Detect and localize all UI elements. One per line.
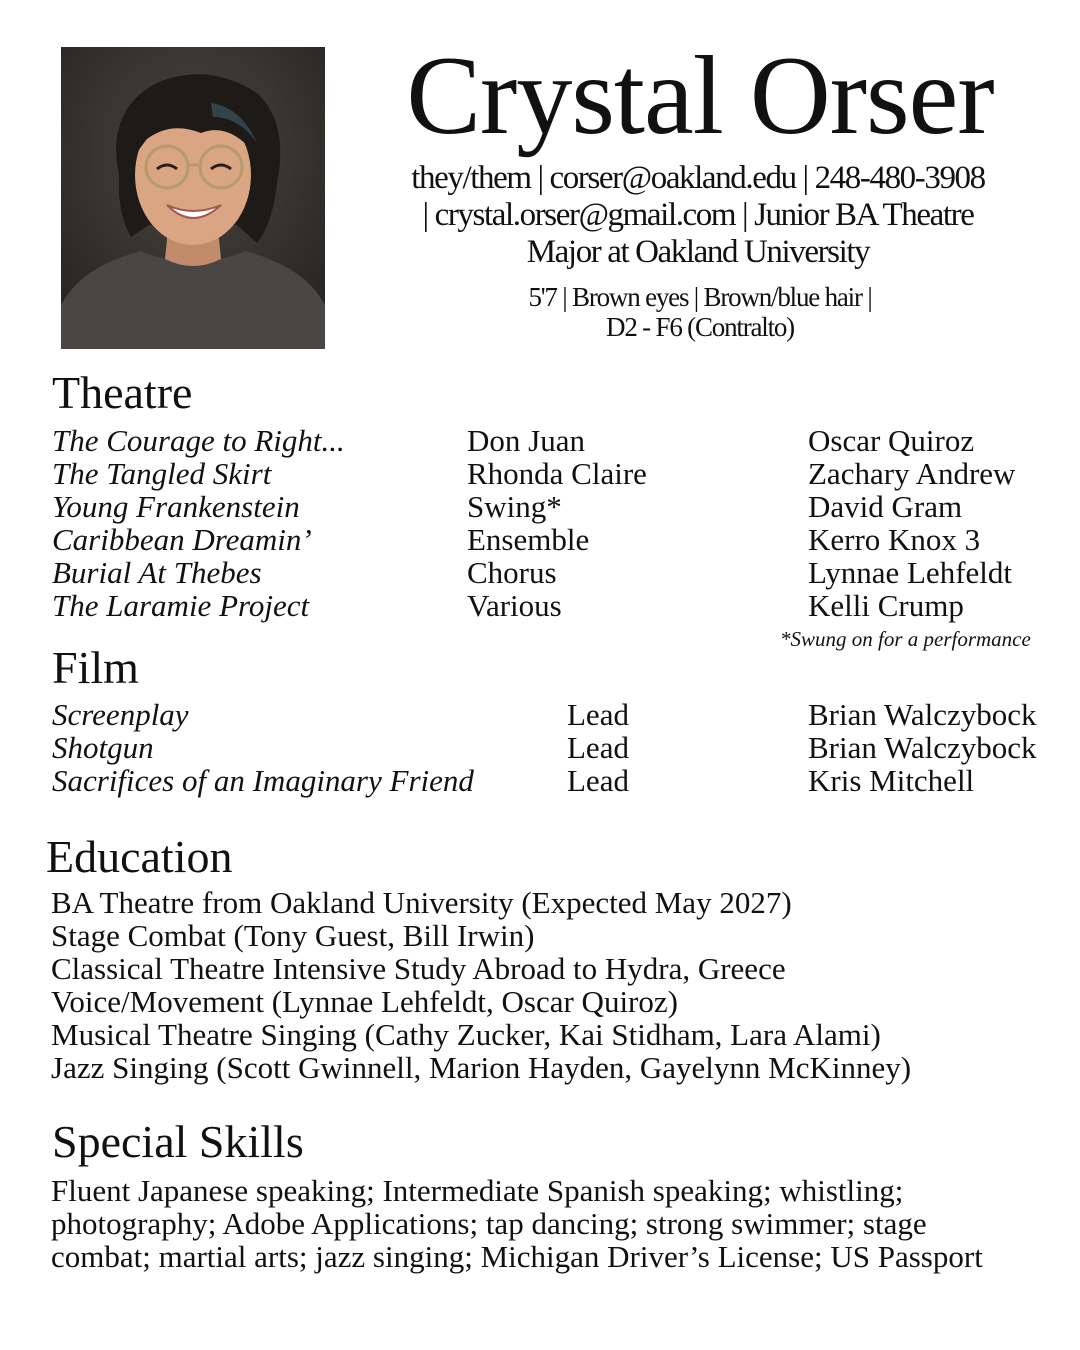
- credit-role: Rhonda Claire: [467, 456, 647, 491]
- education-item: BA Theatre from Oakland University (Expected May 2027): [51, 885, 792, 920]
- credit-role: Ensemble: [467, 522, 590, 557]
- credit-role: Don Juan: [467, 423, 585, 458]
- film-directors: [808, 698, 1037, 797]
- credit-director: Brian Walczybock: [808, 730, 1037, 765]
- swing-footnote: *Swung on for a performance: [780, 627, 1031, 651]
- credit-director: Kerro Knox 3: [808, 522, 981, 557]
- credit-director: Kelli Crump: [808, 588, 964, 623]
- film-roles: [567, 698, 629, 797]
- credit-title: Screenplay: [52, 697, 189, 732]
- skills-line: combat; martial arts; jazz singing; Michigan Driver’s License; US Passport: [51, 1239, 983, 1274]
- theatre-directors: [808, 424, 1015, 622]
- credit-title: Burial At Thebes: [52, 555, 262, 590]
- credit-director: David Gram: [808, 489, 963, 524]
- credit-role: Swing*: [467, 489, 562, 524]
- skills-text: [51, 1174, 1051, 1273]
- education-item: Stage Combat (Tony Guest, Bill Irwin): [51, 918, 535, 953]
- credit-director: Kris Mitchell: [808, 763, 975, 798]
- credit-title: The Tangled Skirt: [52, 456, 272, 491]
- film-heading: Film: [52, 642, 139, 693]
- credit-role: Lead: [567, 730, 629, 765]
- contact-line: Major at Oakland University: [526, 234, 870, 270]
- theatre-heading: Theatre: [52, 367, 193, 418]
- education-item: Classical Theatre Intensive Study Abroad to Hydra, Greece: [51, 951, 786, 986]
- theatre-roles: [467, 424, 647, 622]
- credit-director: Oscar Quiroz: [808, 423, 975, 458]
- contact-info: [370, 160, 1026, 271]
- credit-title: The Courage to Right...: [52, 423, 345, 458]
- stats-line: D2 - F6 (Contralto): [606, 312, 794, 342]
- credit-director: Lynnae Lehfeldt: [808, 555, 1012, 590]
- education-item: Musical Theatre Singing (Cathy Zucker, Kai Stidham, Lara Alami): [51, 1017, 881, 1052]
- credit-title: Caribbean Dreamin’: [52, 522, 312, 557]
- education-item: Jazz Singing (Scott Gwinnell, Marion Hayden, Gayelynn McKinney): [51, 1050, 912, 1085]
- theatre-titles: [52, 424, 345, 622]
- credit-role: Lead: [567, 763, 629, 798]
- credit-role: Lead: [567, 697, 629, 732]
- credit-director: Brian Walczybock: [808, 697, 1037, 732]
- stats-line: 5'7 | Brown eyes | Brown/blue hair |: [528, 282, 872, 312]
- film-titles: [52, 698, 474, 797]
- education-item: Voice/Movement (Lynnae Lehfeldt, Oscar Quiroz): [51, 984, 678, 1019]
- headshot-photo: [61, 47, 325, 349]
- skills-heading: Special Skills: [52, 1116, 304, 1167]
- credit-director: Zachary Andrew: [808, 456, 1016, 491]
- credit-title: Shotgun: [52, 730, 154, 765]
- credit-role: Chorus: [467, 555, 557, 590]
- credit-title: Sacrifices of an Imaginary Friend: [52, 763, 474, 798]
- contact-line: | crystal.orser@gmail.com | Junior BA Theatre: [422, 197, 974, 233]
- name-title: Crystal Orser: [406, 34, 994, 158]
- credit-title: Young Frankenstein: [52, 489, 300, 524]
- contact-line: they/them | corser@oakland.edu | 248-480-3908: [411, 160, 985, 196]
- education-list: [51, 886, 911, 1084]
- credit-role: Various: [467, 588, 562, 623]
- physical-stats: [440, 282, 960, 342]
- skills-line: photography; Adobe Applications; tap dancing; strong swimmer; stage: [51, 1206, 927, 1241]
- skills-line: Fluent Japanese speaking; Intermediate Spanish speaking; whistling;: [51, 1173, 904, 1208]
- education-heading: Education: [46, 831, 233, 882]
- credit-title: The Laramie Project: [52, 588, 310, 623]
